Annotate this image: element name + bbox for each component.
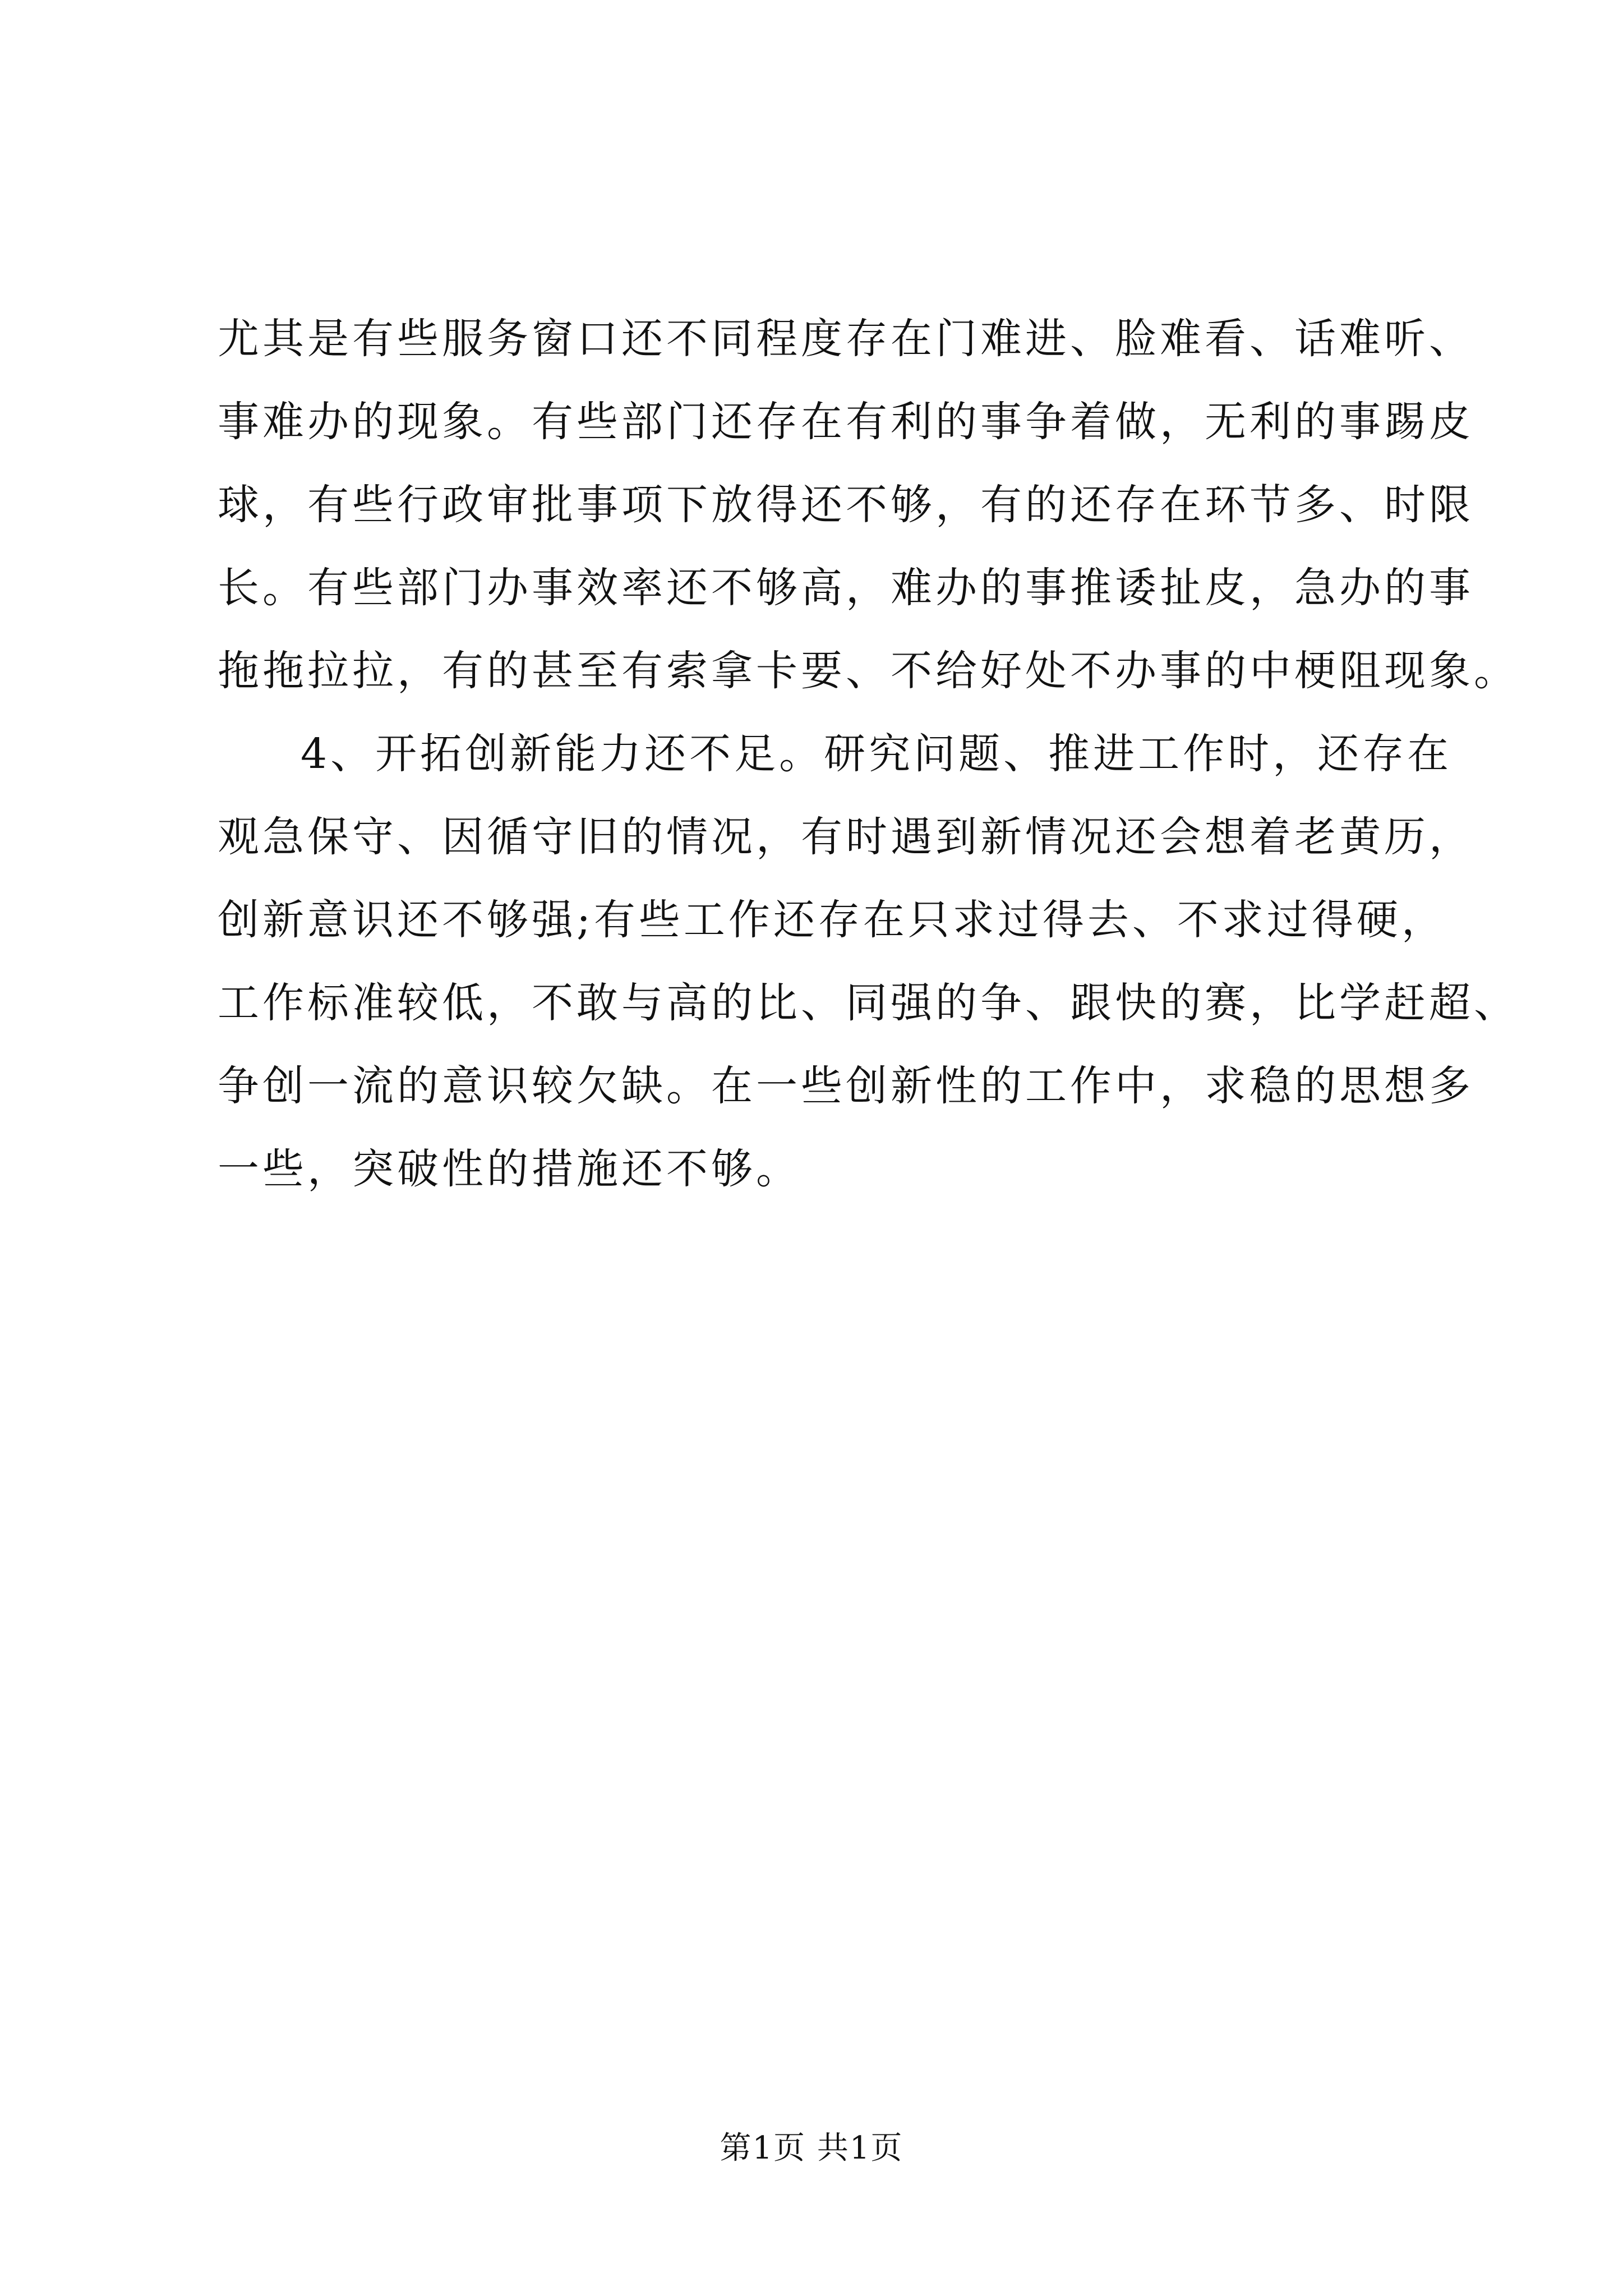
section-heading-line: 4、开拓创新能力还不足。研究问题、推进工作时，还存在 <box>301 730 1453 778</box>
body-line: 工作标准较低，不敢与高的比、同强的争、跟快的赛，比学赶超、 <box>218 979 1519 1027</box>
body-line: 尤其是有些服务窗口还不同程度存在门难进、脸难看、话难听、 <box>218 315 1474 363</box>
body-line: 争创一流的意识较欠缺。在一些创新性的工作中，求稳的思想多 <box>218 1062 1474 1110</box>
page-footer: 第1页 共1页 <box>720 2130 903 2166</box>
body-line: 拖拖拉拉，有的甚至有索拿卡要、不给好处不办事的中梗阻现象。 <box>218 647 1519 695</box>
body-line: 创新意识还不够强;有些工作还存在只求过得去、不求过得硬， <box>218 896 1446 944</box>
body-line: 事难办的现象。有些部门还存在有利的事争着做，无利的事踢皮 <box>218 398 1474 446</box>
body-line: 长。有些部门办事效率还不够高，难办的事推诿扯皮，急办的事 <box>218 564 1474 612</box>
body-line: 观急保守、因循守旧的情况，有时遇到新情况还会想着老黄历， <box>218 813 1474 861</box>
body-line: 球，有些行政审批事项下放得还不够，有的还存在环节多、时限 <box>218 481 1474 529</box>
document-body <box>218 297 1519 1211</box>
body-line: 一些，突破性的措施还不够。 <box>218 1145 801 1193</box>
